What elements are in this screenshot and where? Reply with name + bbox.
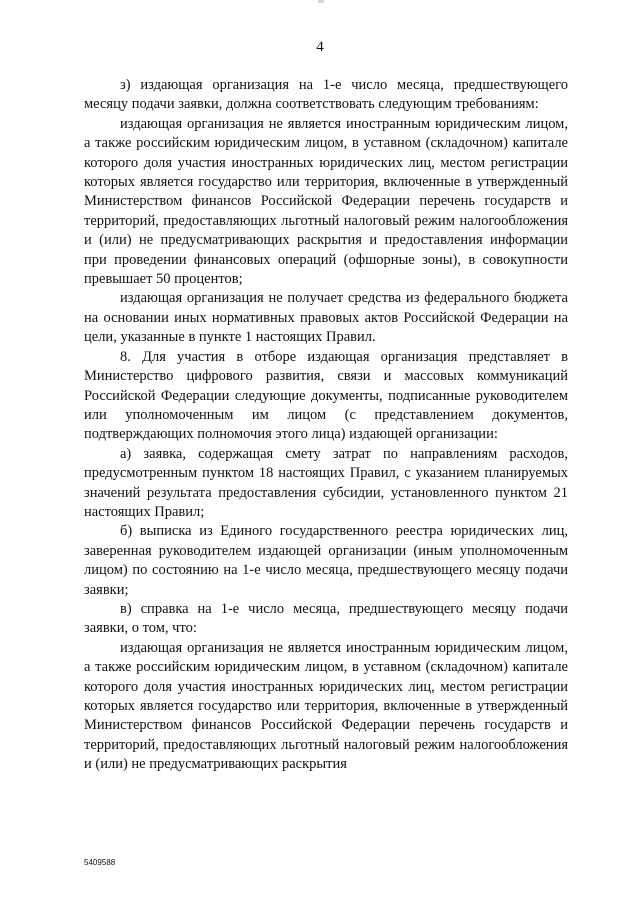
paragraph-item-b: б) выписка из Единого государственного реестра юридических лиц, заверенная руководителем издающей организации (иным уполномоченным лицом) по состоянию на 1-е число месяца, предшествующего месяцу подачи заявки; — [84, 523, 568, 598]
paragraph-no-federal-funds: издающая организация не получает средства из федерального бюджета на основании иных нормативных правовых актов Российской Федерации на цели, указанные в пункте 1 настоящих Правил. — [84, 290, 568, 346]
scan-mark — [318, 0, 324, 3]
paragraph-z-requirements: з) издающая организация на 1-е число месяца, предшествующего месяцу подачи заявки, должна соответствовать следующим требованиям: — [84, 77, 568, 113]
paragraph-item-a: а) заявка, содержащая смету затрат по направлениям расходов, предусмотренным пунктом 18 настоящих Правил, с указанием планируемых значений результата предоставления субсидии, установленного пунктом 21 настоящих Правил; — [84, 445, 568, 520]
page-number: 4 — [316, 39, 324, 55]
paragraph-not-foreign-entity: издающая организация не является иностранным юридическим лицом, а также российским юридическим лицом, в уставном (складочном) капитале которого доля участия иностранных юридических лиц, местом регистрации которых является государство или территория, включенные в утвержденный Министерством финансов Российской Федерации перечень государств и территорий, предоставляющих льготный налоговый режим налогообложения и (или) не предусматривающих раскрытия и предоставления информации при проведении финансовых операций (офшорные зоны), в совокупности превышает 50 процентов; — [84, 115, 568, 288]
paragraph-item-v: в) справка на 1-е число месяца, предшествующего месяцу подачи заявки, о том, что: — [84, 600, 568, 637]
paragraph-certificate-not-foreign: издающая организация не является иностранным юридическим лицом, а также российским юридическим лицом, в уставном (складочном) капитале которого доля участия иностранных юридических лиц, местом регистрации которых является государство или территория, включенные в утвержденный Министерством финансов Российской Федерации перечень государств и территорий, предоставляющих льготный налоговый режим налогообложения и (или) не предусматривающих раскрытия — [84, 639, 568, 773]
paragraph-item-8: 8. Для участия в отборе издающая организация представляет в Министерство цифрового развития, связи и массовых коммуникаций Российской Федерации следующие документы, подписанные руководителем или уполномоченным им лицом (с представлением документов, подтверждающих полномочия этого лица) издающей организации: — [84, 348, 568, 443]
document-body — [84, 76, 568, 775]
document-code: 5409588 — [84, 858, 116, 867]
